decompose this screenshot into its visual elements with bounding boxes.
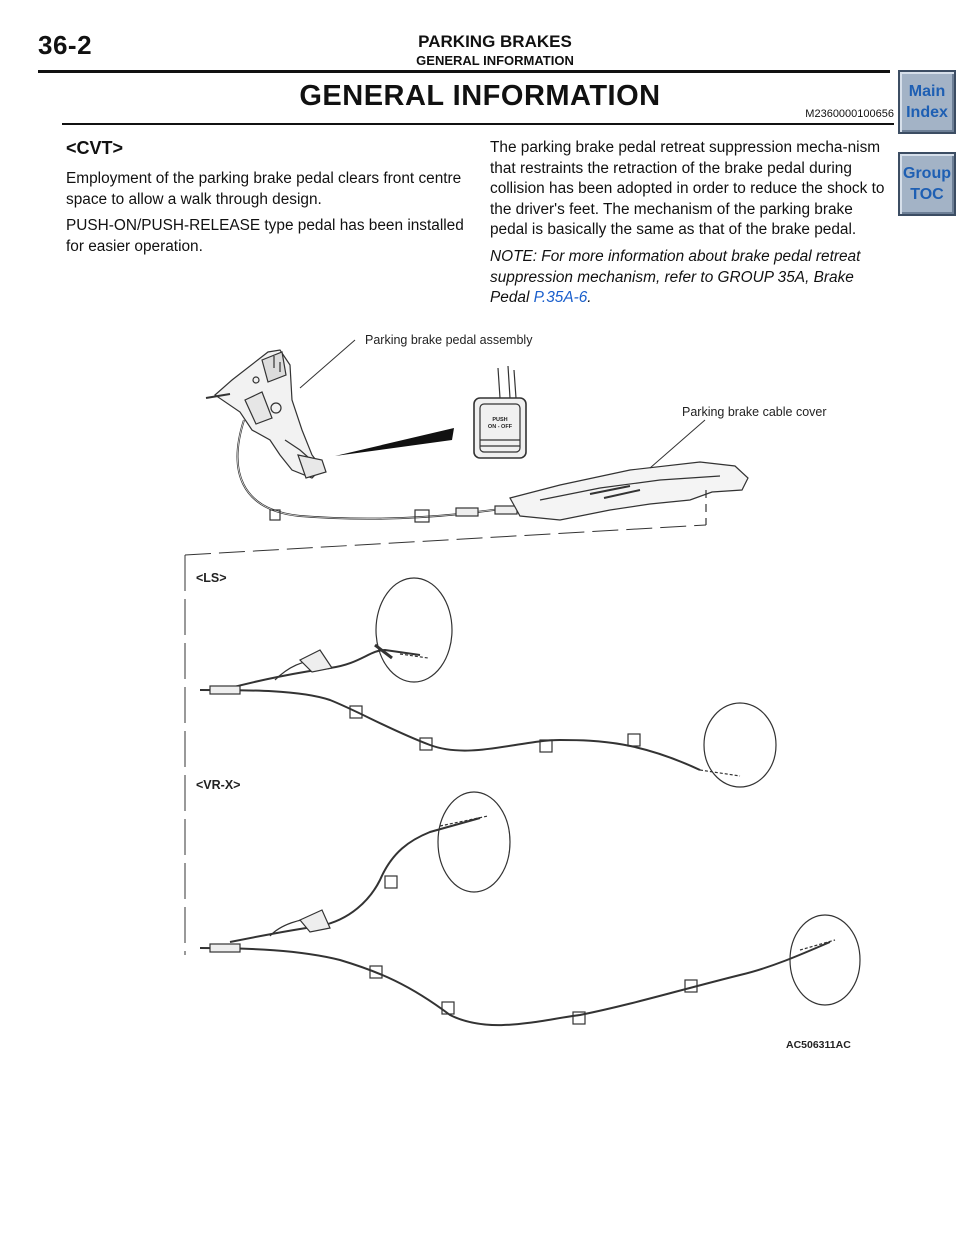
left-paragraph-1: Employment of the parking brake pedal clears front centre space to allow a walk through design. (66, 170, 462, 208)
page-title: GENERAL INFORMATION (299, 80, 661, 112)
note-suffix: . (587, 289, 592, 307)
main-index-label-line2: Index (906, 104, 948, 121)
brake-pedal-link[interactable]: P.35A-6 (533, 289, 588, 307)
section-subtitle: GENERAL INFORMATION (416, 53, 574, 68)
label-pedal-assembly: Parking brake pedal assembly (365, 333, 533, 347)
section-title: PARKING BRAKES (418, 32, 572, 51)
vrx-cable-drawing (200, 792, 860, 1025)
group-toc-label-line2: TOC (910, 186, 944, 203)
cable-cover-drawing (510, 462, 748, 520)
note-text: NOTE: For more information about brake pedal retreat suppression mechanism, refer to GROUP 35A, Brake Pedal (490, 247, 861, 307)
model-tag-cvt: <CVT> (66, 138, 124, 158)
figure-code: AC506311AC (786, 1039, 851, 1051)
main-index-label-line1: Main (908, 83, 946, 100)
page-number: 36-2 (38, 30, 93, 60)
ls-cable-drawing (200, 578, 776, 787)
right-paragraph-1: The parking brake pedal retreat suppression mecha-nism that restraints the retraction of the brake pedal during collision has been adopted in order to reduce the shock to the driver's feet. The mechanism of the parking brake pedal is basically the same as that of the brake pedal. (490, 139, 885, 239)
label-vrx: <VR-X> (196, 778, 241, 792)
left-paragraph-2: PUSH-ON/PUSH-RELEASE type pedal has been installed for easier operation. (66, 217, 464, 255)
group-toc-label-line1: Group (903, 165, 951, 182)
label-push: PUSH (492, 417, 508, 423)
pedal-pad-drawing (474, 366, 526, 458)
label-ls: <LS> (196, 571, 227, 585)
label-on-off: ON - OFF (487, 424, 513, 430)
label-cable-cover: Parking brake cable cover (682, 405, 827, 419)
reference-code: M2360000100656 (805, 108, 894, 120)
pedal-assembly-drawing (206, 350, 326, 478)
